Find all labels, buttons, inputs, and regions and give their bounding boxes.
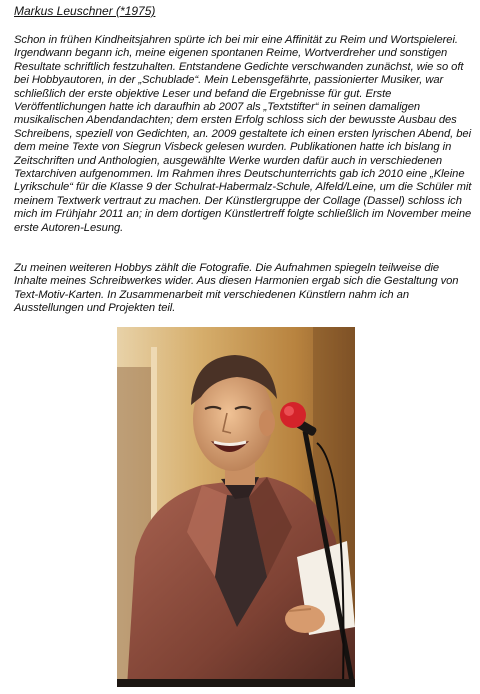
biography-paragraph: Schon in frühen Kindheitsjahren spürte ich bei mir eine Affinität zu Reim und Wortspielerei. Irgendwann begann ich, meine eigenen spontanen Reime, Wortverdreher und sonstigen Resultate schriftlich festzuhalten. Entstandene Gedichte verschwanden zunächst, wie so oft bei Hobbyautoren, in der „Schublade“. Mein Lebensgefährte, passionierter Musiker, war schließlich der erste objektive Leser und befand die Ergebnisse für gut. Erste Veröffentlichungen hatte ich daraufhin ab 2007 als „Textstifter“ in seinen damaligen musikalischen Abendandachten; dem ersten Erfolg schloss sich der bewusste Ausbau des Schreibens, speziell von Gedichten, an. 2009 gestaltete ich einen ersten lyrischen Abend, bei dem meine Texte von Siegrun Visbeck gelesen wurden. Publikationen hatte ich bislang in Zeitschriften und Anthologien, ausgewählte Werke wurden dafür auch in verschiedenen Textarchiven aufgenommen. Im Rahmen ihres Deutschunterrichts gab ich 2010 eine „Kleine Lyrikschule“ für die Klasse 9 der Schulrat-Habermalz-Schule, Alfeld/Leine, um die Schüler mit meinem Textwerk vertraut zu machen. Der Künstlergruppe der Collage (Dassel) schloss ich mich im Frühjahr 2011 an; in dem dortigen Künstlertreff folgte schließlich im November meine erste Autoren-Lesung. xyxy=(14,34,472,234)
author-photo xyxy=(117,327,355,687)
author-heading: Markus Leuschner (*1975) xyxy=(14,4,156,18)
hobbies-paragraph: Zu meinen weiteren Hobbys zählt die Fotografie. Die Aufnahmen spiegeln teilweise die Inhalte meines Schreibwerkes wider. Aus diesen Harmonien ergab sich die Gestaltung von Text-Motiv-Karten. In Zusammenarbeit mit verschiedenen Künstlern nahm ich an Ausstellungen und Projekten teil. xyxy=(14,262,459,315)
